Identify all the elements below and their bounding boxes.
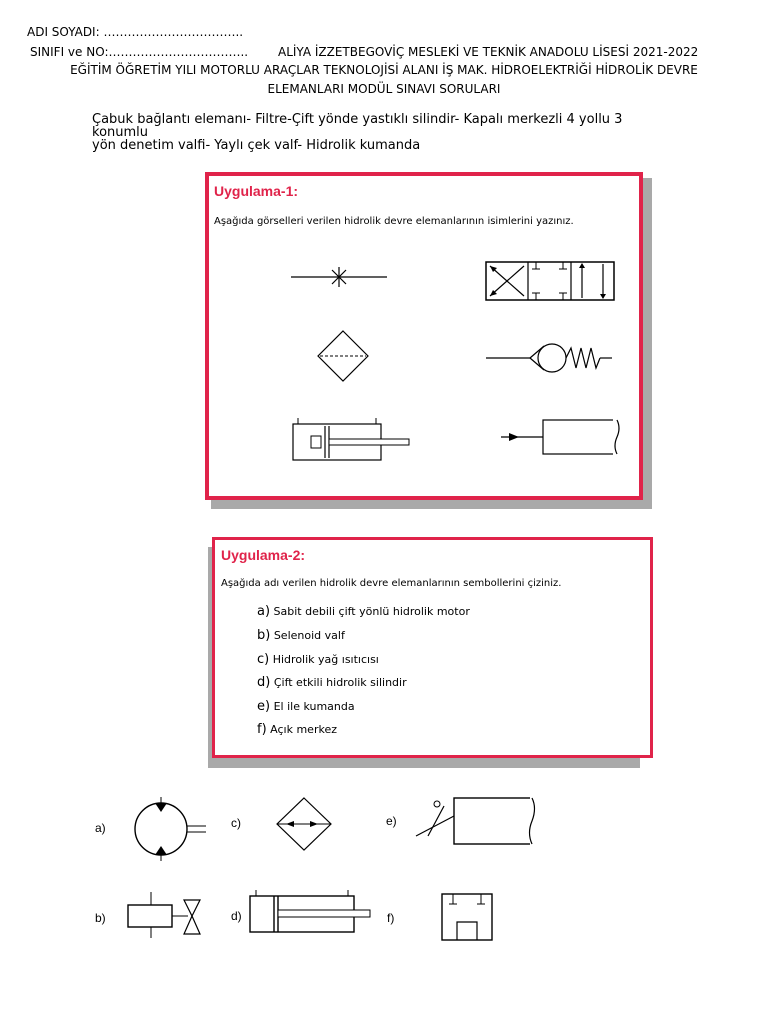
exercise1-title: Uygulama-1: — [214, 183, 299, 199]
word-bank-line2: konumlu — [92, 125, 149, 140]
answer-label-a: a) — [95, 821, 106, 835]
manual-control-icon — [414, 796, 538, 848]
filter-icon — [315, 328, 371, 384]
exam-title-line1: EĞİTİM ÖĞRETİM YILI MOTORLU ARAÇLAR TEKNOLOJİSİ ALANI İŞ MAK. HİDROELEKTRİĞİ HİDROLİK DEVRE — [70, 63, 698, 77]
exercise2-title: Uygulama-2: — [221, 547, 306, 563]
oil-heater-icon — [274, 796, 334, 852]
answer-label-f: f) — [387, 911, 395, 925]
option-d: d) Çift etkili hidrolik silindir — [257, 675, 407, 690]
exam-title-line2: ELEMANLARI MODÜL SINAVI SORULARI — [267, 82, 501, 96]
option-b: b) Selenoid valf — [257, 628, 345, 643]
option-c: c) Hidrolik yağ ısıtıcısı — [257, 652, 379, 667]
option-a: a) Sabit debili çift yönlü hidrolik motor — [257, 604, 470, 619]
hydraulic-motor-icon — [126, 797, 208, 861]
exercise2-instruction: Aşağıda adı verilen hidrolik devre elemanlarının sembollerini çiziniz. — [221, 578, 562, 589]
exercise1-instruction: Aşağıda görselleri verilen hidrolik devre elemanlarının isimlerini yazınız. — [214, 216, 574, 227]
class-line: SINIFI ve NO:…………………………….. — [30, 45, 249, 59]
double-acting-cylinder-icon — [248, 888, 374, 938]
exercise1-box — [205, 172, 643, 500]
word-bank-line3: yön denetim valfi- Yaylı çek valf- Hidrolik kumanda — [92, 138, 421, 153]
hydraulic-control-icon — [499, 416, 623, 458]
open-center-icon — [440, 888, 496, 944]
answer-label-e: e) — [386, 814, 397, 828]
exercise2-box — [212, 537, 653, 758]
name-line: ADI SOYADI: …………………………….. — [27, 25, 244, 39]
school-line: ALİYA İZZETBEGOVİÇ MESLEKİ VE TEKNİK ANADOLU LİSESİ 2021-2022 — [278, 45, 699, 59]
option-f: f) Açık merkez — [257, 722, 337, 737]
spring-check-valve-icon — [484, 341, 614, 375]
solenoid-valve-icon — [126, 890, 206, 940]
option-e: e) El ile kumanda — [257, 699, 355, 714]
answer-label-c: c) — [231, 816, 241, 830]
quick-coupling-icon — [289, 262, 389, 292]
answer-label-d: d) — [231, 909, 242, 923]
word-bank — [92, 113, 652, 152]
four-way-three-position-valve-icon — [484, 260, 616, 302]
answer-label-b: b) — [95, 911, 106, 925]
word-bank-line1: Çabuk bağlantı elemanı- Filtre-Çift yönde yastıklı silindir- Kapalı merkezli 4 yollu 3 — [92, 112, 623, 127]
cushioned-cylinder-icon — [291, 416, 411, 462]
